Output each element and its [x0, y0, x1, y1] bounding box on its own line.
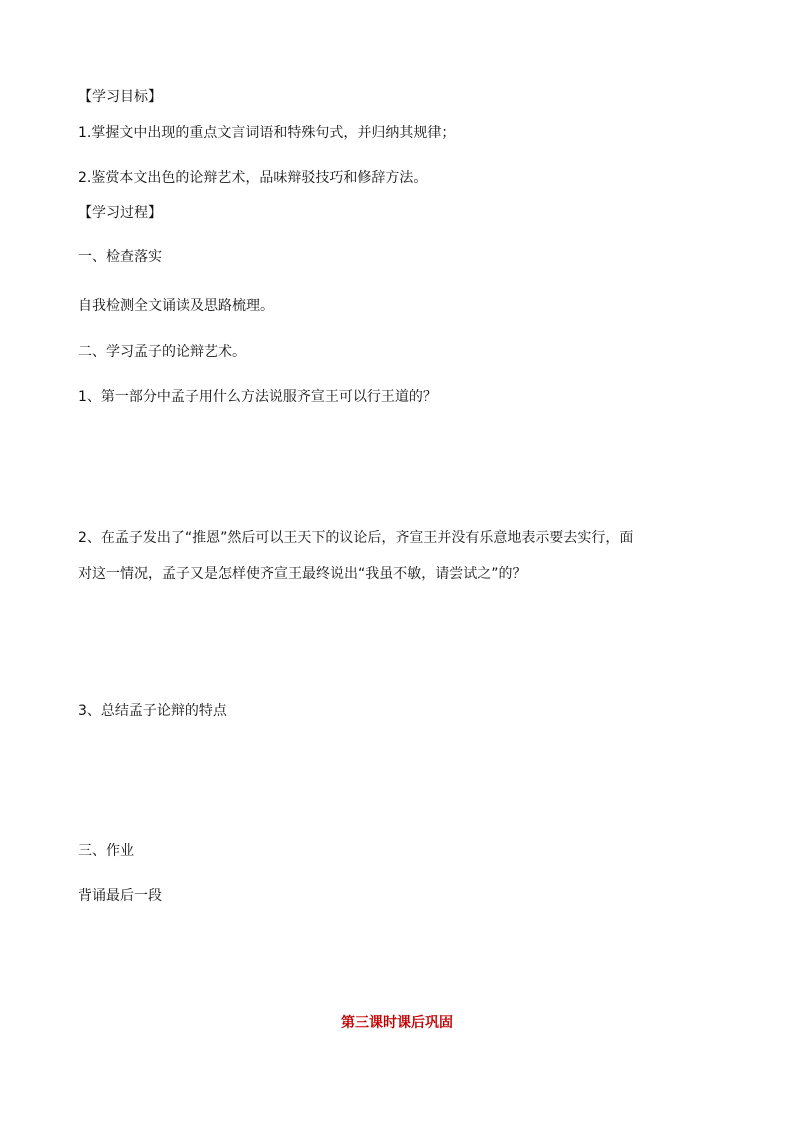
objectives-heading: 【学习目标】 [78, 89, 162, 105]
objective-item-1: 1.掌握文中出现的重点文言词语和特殊句式，并归纳其规律； [78, 125, 456, 141]
process-heading: 【学习过程】 [78, 205, 162, 221]
section3-title: 三、作业 [78, 843, 134, 859]
section3-body: 背诵最后一段 [78, 888, 162, 904]
section2-title: 二、学习孟子的论辩艺术。 [78, 344, 246, 360]
question-3: 3、总结孟子论辩的特点 [78, 703, 227, 719]
objective-item-2: 2.鉴赏本文出色的论辩艺术，品味辩驳技巧和修辞方法。 [78, 170, 428, 186]
question-2-line-2: 对这一情况，孟子又是怎样使齐宣王最终说出“我虽不敏，请尝试之”的？ [78, 566, 527, 582]
section1-body: 自我检测全文诵读及思路梳理。 [78, 298, 274, 314]
footer-title: 第三课时课后巩固 [341, 1015, 453, 1031]
question-2-line-1: 2、在孟子发出了“推恩”然后可以王天下的议论后，齐宣王并没有乐意地表示要去实行，面 [78, 530, 634, 546]
section1-title: 一、检查落实 [78, 249, 162, 265]
question-1: 1、第一部分中孟子用什么方法说服齐宣王可以行王道的？ [78, 389, 437, 405]
